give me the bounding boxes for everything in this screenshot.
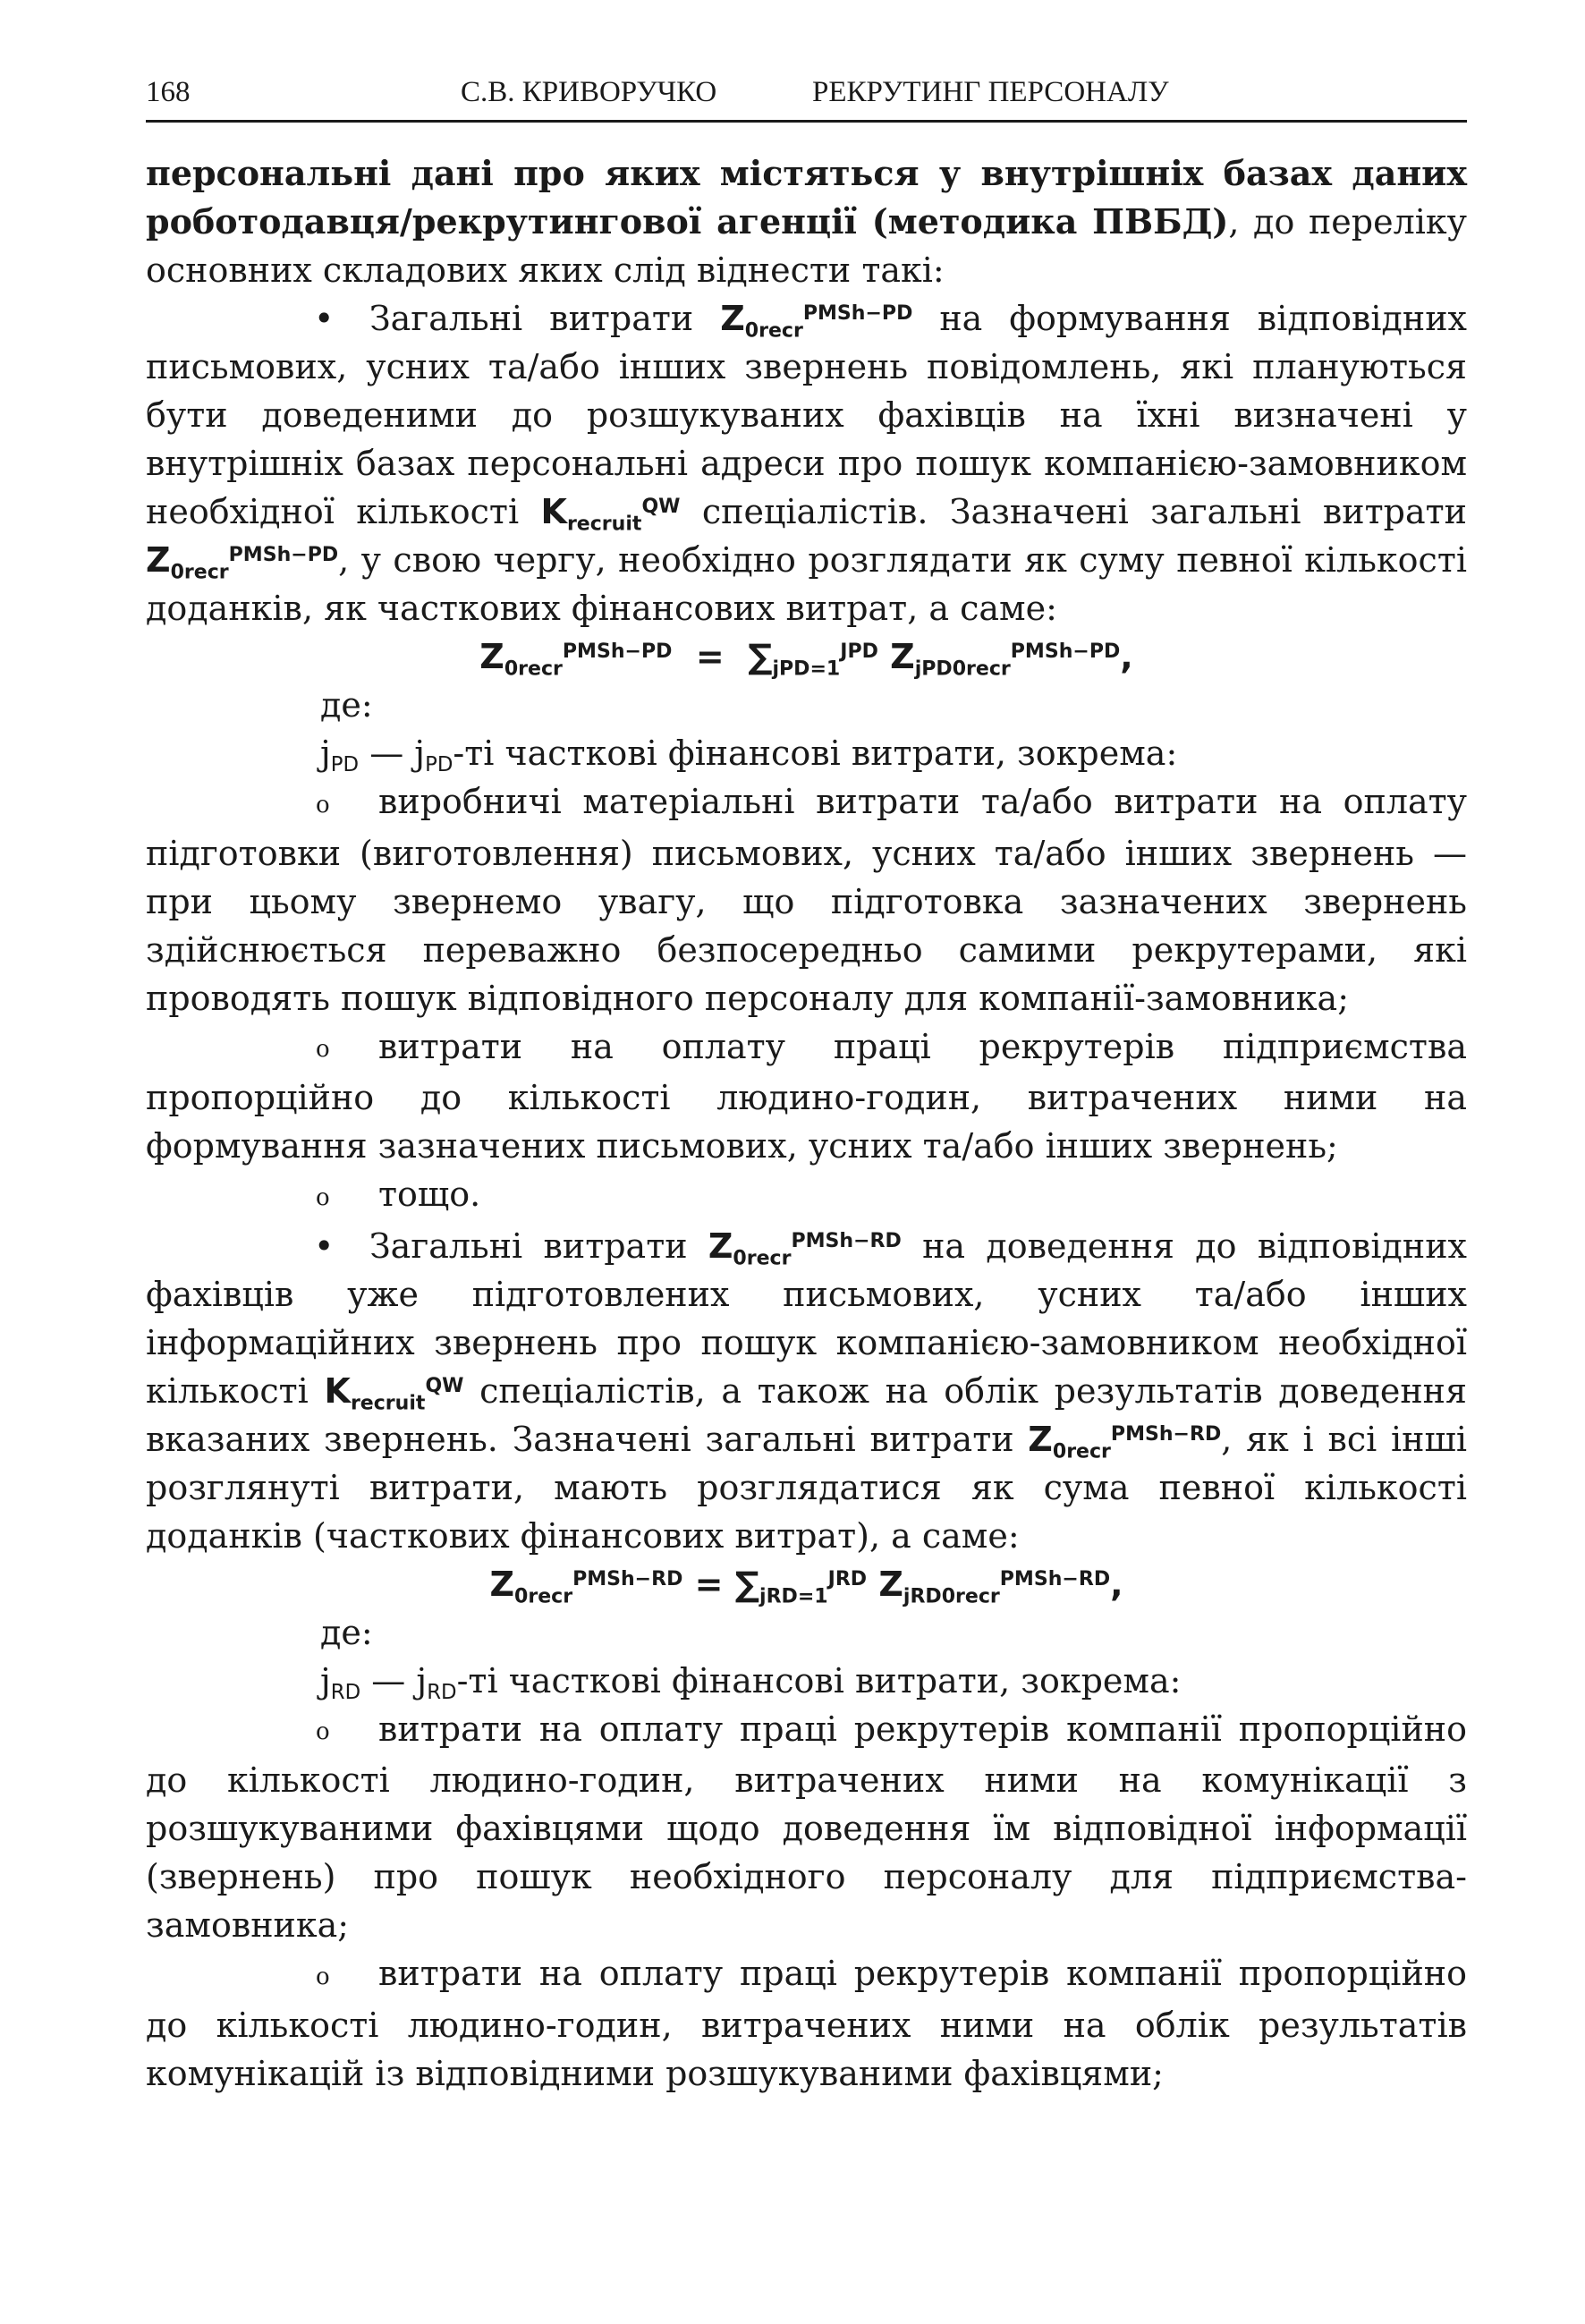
bullet1-text-2: на формування відповідних письмових, усних та/або інших звернень повідомлень, які плануються бути доведеними до розшукуваних фахівців на їхні визначені у внутрішніх базах персональні адреси про пошук компанією-замовником необхідної кількості [146,299,1467,531]
bullet-dot-icon: • [314,1226,335,1266]
bullet2-text-3: спеціалістів, а також на облік результатів доведення вказаних звернень. Зазначені загальні витрати [146,1370,1467,1459]
circle-bullet-icon: o [316,1963,330,1990]
bullet-item-2 [146,1222,1467,1560]
running-header [146,64,1467,123]
page-body [146,123,1467,2098]
math-z-rd: $Z_{0recr}^{PMSh-RD}$ [708,1226,902,1270]
bullet1-text-3: спеціалістів. Зазначені загальні витрати [701,492,1467,531]
math-k-qw: $K_{recruit}^{QW}$ [540,492,681,536]
bullet1-text-1: Загальні витрати [369,299,694,338]
sub-item-1-1: o виробничі матеріальні витрати та/або витрати на оплату підготовки (виготовлення) письмових, усних та/або інших звернень — при цьому звернемо увагу, що підготовка зазначених звернень здійснюється переважно безпосередньо самими рекрутерами, які проводять пошук відповідного персоналу для компанії-замовника; [146,782,1467,1018]
definition-jpd: jPD — jPD-ті часткові фінансові витрати, зокрема: [320,734,1178,776]
formula-pd: $Z_{0recr}^{PMSh-PD} = \sum_{jPD=1}^{JPD}$ $Z_{jPD0recr}^{PMSh-PD}$, [479,637,1133,681]
sub-item-2-2: o витрати на оплату праці рекрутерів компанії пропорційно до кількості людино-годин, витрачених ними на облік результатів комунікацій із відповідними розшукуваними фахівцями; [146,1954,1467,2093]
sub-item-1-3: o тощо. [146,1170,1467,1222]
formula-rd: $Z_{0recr}^{PMSh-RD} = \sum_{jRD=1}^{JRD}$ $Z_{jRD0recr}^{PMSh-RD}$, [489,1564,1123,1608]
math-z-rd-2: $Z_{0recr}^{PMSh-RD}$ [1028,1419,1222,1463]
sub-item-2-1: o витрати на оплату праці рекрутерів компанії пропорційно до кількості людино-годин, витрачених ними на комунікації з розшукуваними фахівцями щодо доведення їм відповідної інформації (звернень) про пошук необхідного персоналу для підприємства-замовника; [146,1709,1467,1945]
circle-bullet-icon: o [316,791,330,818]
math-k-qw-2: $K_{recruit}^{QW}$ [324,1370,464,1415]
circle-bullet-icon: o [316,1718,330,1745]
definition-jrd: jRD — jRD-ті часткові фінансові витрати, зокрема: [320,1660,1182,1704]
bullet-item-1 [146,294,1467,632]
intro-bold-text: персональні дані про яких містяться у внутрішніх базах даних роботодавця/рекрутингової агенції (методика ПВБД) [146,153,1467,242]
bullet2-text-2: на доведення до відповідних фахівців уже підготовлених письмових, усних та/або інших інформаційних звернень про пошук компанією-замовником необхідної кількості [146,1226,1467,1411]
bullet2-text-1: Загальні витрати [369,1226,688,1266]
math-z-pd-2: $Z_{0recr}^{PMSh-PD}$ [146,540,339,584]
circle-bullet-icon: o [316,1183,330,1211]
intro-paragraph [146,149,1467,294]
bullet-dot-icon: • [314,299,335,338]
intro-rest-text: , до переліку основних складових яких слід віднести такі: [146,202,1467,290]
document-page [146,64,1467,2098]
page-number: 168 [146,76,191,108]
header-title: РЕКРУТИНГ ПЕРСОНАЛУ [812,76,1169,108]
circle-bullet-icon: o [316,1036,330,1063]
where-label-1: де: [320,685,373,725]
bullet1-text-4: , у свою чергу, необхідно розглядати як суму певної кількості доданків, як часткових фінансових витрат, а саме: [146,540,1467,628]
math-z-pd: $Z_{0recr}^{PMSh-PD}$ [720,299,913,343]
sub-item-1-2: o витрати на оплату праці рекрутерів підприємства пропорційно до кількості людино-годин, витрачених ними на формування зазначених письмових, усних та/або інших звернень; [146,1026,1467,1166]
header-author: С.В. КРИВОРУЧКО [461,76,717,108]
bullet2-text-4: , як і всі інші розглянуті витрати, мають розглядатися як сума певної кількості доданків (часткових фінансових витрат), а саме: [146,1419,1467,1556]
where-label-2: де: [320,1612,373,1652]
